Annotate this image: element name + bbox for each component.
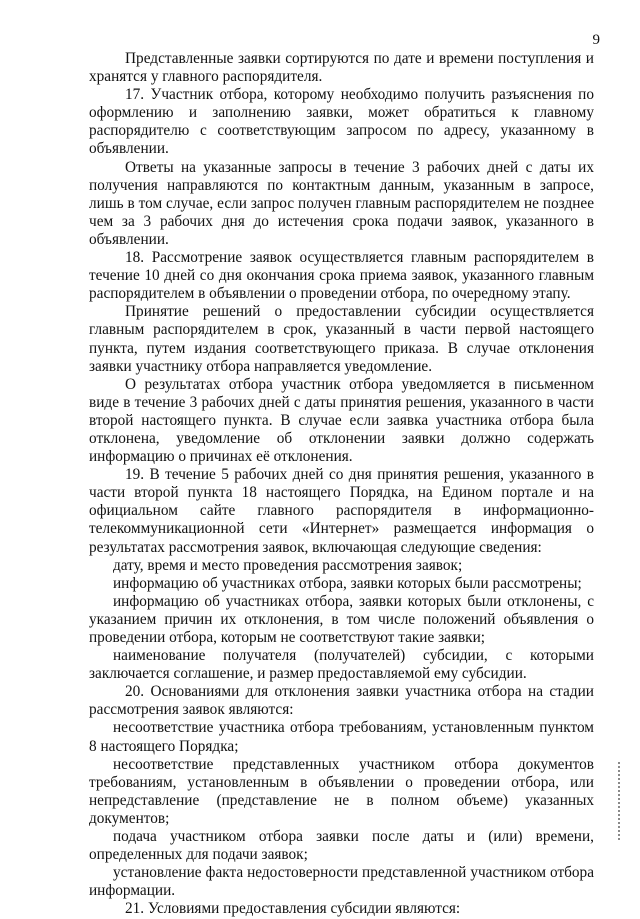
paragraph: О результатах отбора участник отбора уведомляется в письменном виде в течение 3 рабочих дней с даты принятия решения, указанного в части второй настоящего пункта. В случае если заявка участника отбора была отклонена, уведомление об отклонении заявки должно содержать информацию о причинах её отклонения. (89, 375, 594, 466)
list-item: наименование получателя (получателей) субсидии, с которыми заключается соглашение, и размер предоставляемой ему субсидии. (89, 647, 594, 683)
list-item: несоответствие представленных участником отбора документов требованиям, установленным в объявлении о проведении отбора, или непредставление (представление не в полном объеме) указанных документов; (89, 755, 594, 827)
paragraph-item-17: 17. Участник отбора, которому необходимо получить разъяснения по оформлению и заполнению заявки, может обратиться к главному распорядителю с соответствующим запросом по адресу, указанному в объявлении. (89, 86, 594, 158)
paragraph-item-21: 21. Условиями предоставления субсидии являются: (125, 900, 461, 918)
list-item: информацию об участниках отбора, заявки которых были рассмотрены; (113, 574, 582, 592)
list-item: подача участником отбора заявки после даты и (или) времени, определенных для подачи заявок; (89, 828, 594, 864)
list-item: информацию об участниках отбора, заявки которых были отклонены, с указанием причин их отклонения, в том числе положений объявления о проведении отбора, которым не соответствуют такие заявки; (89, 592, 594, 646)
list-item: несоответствие участника отбора требованиям, установленным пунктом 8 настоящего Порядка; (89, 719, 594, 755)
document-body (89, 50, 594, 919)
paragraph: Принятие решений о предоставлении субсидии осуществляется главным распорядителем в срок, указанный в части первой настоящего пункта, путем издания соответствующего приказа. В случае отклонения заявки участнику отбора направляется уведомление. (89, 303, 594, 375)
paragraph: Представленные заявки сортируются по дате и времени поступления и хранятся у главного распорядителя. (89, 50, 594, 86)
paragraph: Ответы на указанные запросы в течение 3 рабочих дней с даты их получения направляются по контактным данным, указанным в запросе, лишь в том случае, если запрос получен главным распорядителем не позднее чем за 3 рабочих дня до истечения срока подачи заявок, указанного в объявлении. (89, 158, 594, 248)
scan-edge-mark (618, 762, 622, 840)
paragraph-item-20: 20. Основаниями для отклонения заявки участника отбора на стадии рассмотрения заявок являются: (89, 683, 594, 719)
paragraph-item-19: 19. В течение 5 рабочих дней со дня принятия решения, указанного в части второй пункта 18 настоящего Порядка, на Едином портале и на официальном сайте главного распорядителя в информационно-телекоммуникационной сети «Интернет» размещается информация о результатах рассмотрения заявок, включающая следующие сведения: (89, 466, 594, 556)
page-number: 9 (592, 32, 600, 48)
list-item: установление факта недостоверности представленной участником отбора информации. (89, 864, 594, 900)
paragraph-item-18: 18. Рассмотрение заявок осуществляется главным распорядителем в течение 10 дней со дня окончания срока приема заявок, указанного главным распорядителем в объявлении о проведении отбора, по очередному этапу. (89, 249, 594, 303)
list-item: дату, время и место проведения рассмотрения заявок; (113, 556, 463, 574)
